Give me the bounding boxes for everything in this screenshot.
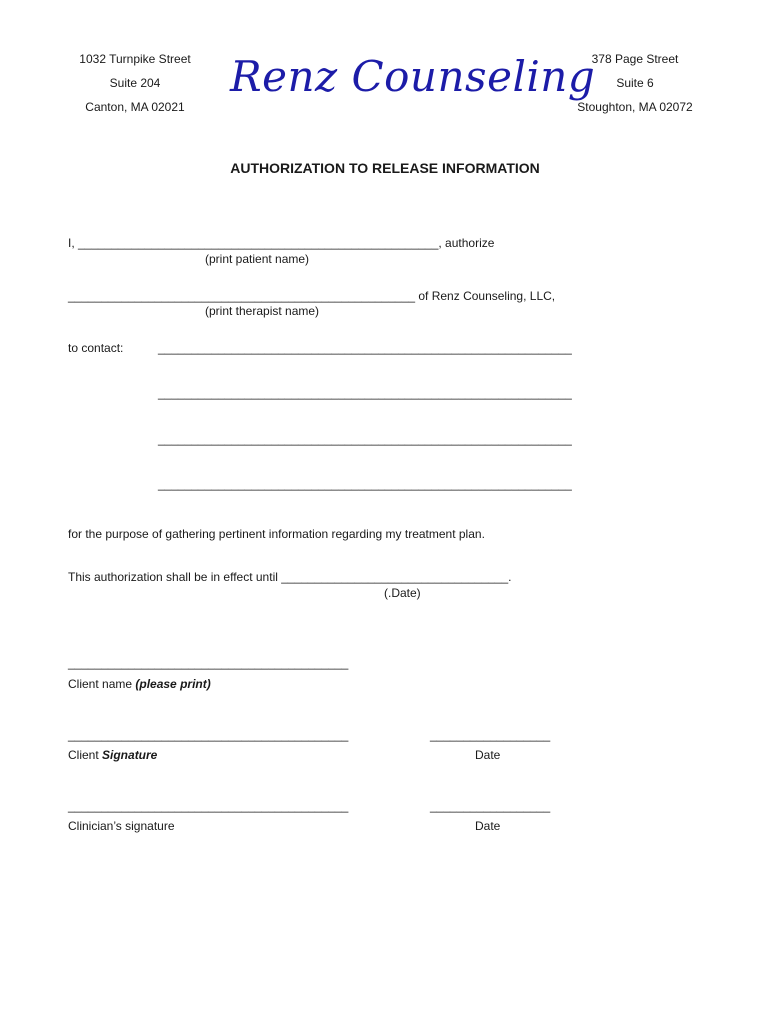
client-date-line[interactable]: __________________ xyxy=(430,728,551,742)
logo-wordmark: Renz Counseling xyxy=(230,52,596,101)
right-address-street: 378 Page Street xyxy=(591,52,679,66)
client-signature-label xyxy=(68,748,157,762)
client-name-label xyxy=(68,677,211,691)
contact-line-4[interactable]: ______________________________________________________________ xyxy=(158,477,572,491)
therapist-name-field[interactable]: ____________________________________________________ of Renz Counseling, LLC, xyxy=(68,289,556,303)
client-signature-emphasis: Signature xyxy=(102,748,158,762)
right-address-suite: Suite 6 xyxy=(616,76,654,90)
therapist-name-caption: (print therapist name) xyxy=(205,304,320,318)
form-title: AUTHORIZATION TO RELEASE INFORMATION xyxy=(230,160,540,176)
left-address-suite: Suite 204 xyxy=(109,76,161,90)
effective-until-field[interactable]: This authorization shall be in effect until __________________________________. xyxy=(68,570,512,584)
client-signature-label-text: Client xyxy=(68,748,103,762)
clinician-signature-line[interactable]: __________________________________________ xyxy=(68,799,349,813)
left-address-street: 1032 Turnpike Street xyxy=(79,52,191,66)
clinician-signature-label: Clinician’s signature xyxy=(68,819,175,833)
patient-name-caption: (print patient name) xyxy=(205,252,310,266)
right-address-city: Stoughton, MA 02072 xyxy=(577,100,693,114)
patient-name-field[interactable]: I, ______________________________________________________, authorize xyxy=(68,236,495,250)
clinician-date-label: Date xyxy=(475,819,501,833)
contact-line-3[interactable]: ______________________________________________________________ xyxy=(158,432,572,446)
client-date-label: Date xyxy=(475,748,501,762)
client-name-emphasis: (please print) xyxy=(135,677,211,691)
client-name-label-text: Client name xyxy=(68,677,136,691)
date-caption: (.Date) xyxy=(384,586,421,600)
clinician-date-line[interactable]: __________________ xyxy=(430,799,551,813)
contact-label: to contact: xyxy=(68,341,124,355)
contact-line-2[interactable]: ______________________________________________________________ xyxy=(158,386,572,400)
purpose-text: for the purpose of gathering pertinent information regarding my treatment plan. xyxy=(68,527,485,541)
contact-line-1[interactable]: ______________________________________________________________ xyxy=(158,341,572,355)
client-signature-line[interactable]: __________________________________________ xyxy=(68,728,349,742)
client-name-line[interactable]: __________________________________________ xyxy=(68,656,349,670)
left-address-city: Canton, MA 02021 xyxy=(85,100,185,114)
